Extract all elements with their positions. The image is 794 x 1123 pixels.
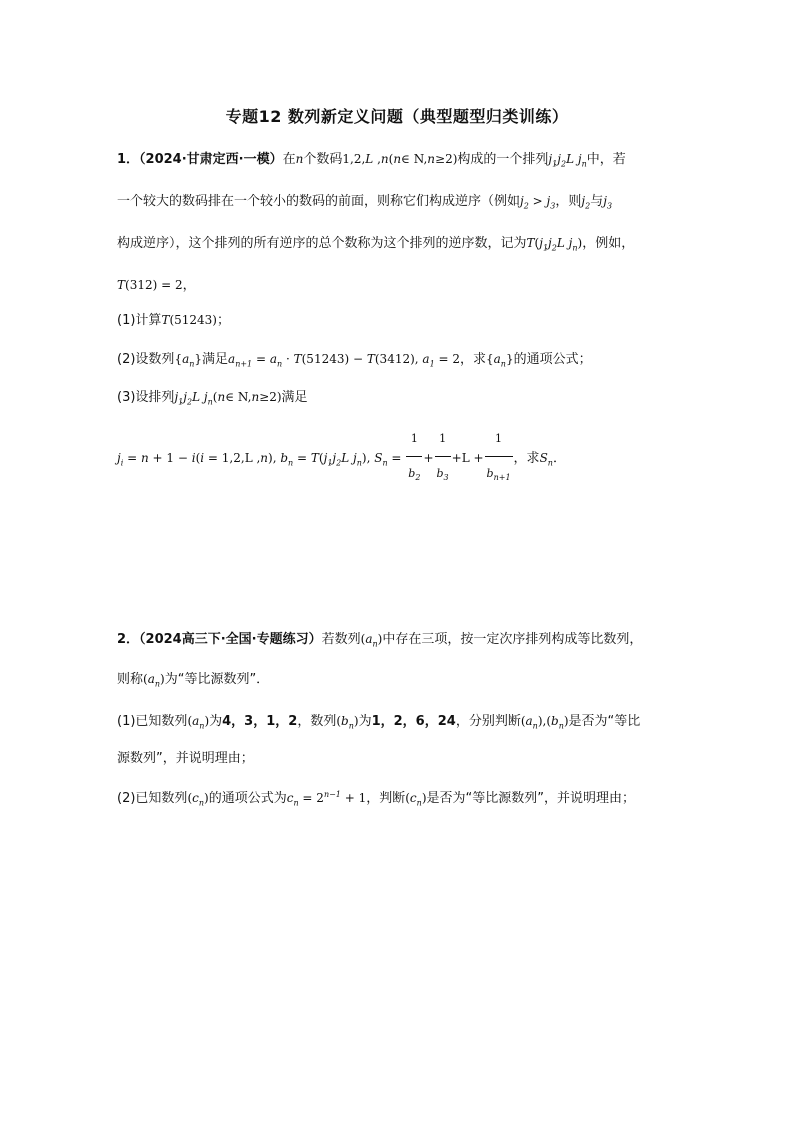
q1-text: 中，若 bbox=[586, 152, 626, 167]
q1-part-3 bbox=[117, 387, 308, 412]
math-frac-b3: $\frac{1}{b_3}$ bbox=[435, 422, 451, 495]
math-n: n bbox=[295, 152, 304, 166]
q1-text: ，求 bbox=[513, 451, 540, 467]
q1-line-3 bbox=[117, 233, 634, 258]
q1-text: 设数列 bbox=[135, 352, 175, 367]
math-cn: $(c_n)$ bbox=[405, 791, 427, 808]
math-plus: + bbox=[423, 451, 434, 466]
q1-part-2 bbox=[117, 349, 592, 374]
q2-text: 是否为“等比 bbox=[568, 714, 641, 729]
q2-text: ，分别判断 bbox=[455, 714, 521, 729]
q1-source: （2024·甘肃定西·一模） bbox=[139, 152, 283, 167]
math-an-bn: $(a_n),(b_n)$ bbox=[520, 714, 569, 731]
page-title: 专题12 数列新定义问题（典型题型归类训练） bbox=[225, 107, 569, 126]
math-seq-an: $\{a_n\}$ bbox=[486, 352, 514, 369]
q1-text: ． bbox=[552, 451, 566, 467]
part-label: (2) bbox=[117, 791, 136, 806]
math-Sn: $S_n$ bbox=[539, 451, 553, 468]
q2-text: 若数列 bbox=[321, 632, 361, 647]
math-frac-bn1: $\frac{1}{b_{n+1}}$ bbox=[485, 422, 513, 495]
q2-line-2 bbox=[117, 669, 269, 694]
q2-part-1-cont bbox=[117, 749, 254, 769]
math-perm: $j_1j_2L$ $j_n$ bbox=[548, 152, 587, 169]
math-plus: +L + bbox=[451, 451, 484, 466]
q1-text: ，例如， bbox=[582, 236, 635, 251]
q1-text: ， bbox=[182, 278, 196, 293]
math-bn: $(b_n)$ bbox=[336, 714, 359, 731]
part-label: (2) bbox=[117, 352, 136, 367]
math-perm-cond: $j_1j_2L$ $j_n(n\in$ N,n≥2) bbox=[174, 390, 282, 407]
q1-text: 一个较大的数码排在一个较小的数码的前面，则称它们构成逆序（例如 bbox=[117, 194, 521, 209]
q2-text: 为 bbox=[209, 714, 223, 729]
part-label: (1) bbox=[117, 313, 136, 328]
q1-text: 在 bbox=[282, 152, 296, 167]
q1-text: 与 bbox=[590, 194, 604, 209]
math-frac-b2: $\frac{1}{b_2}$ bbox=[406, 422, 422, 495]
q2-text: 源数列”，并说明理由； bbox=[117, 751, 254, 766]
q1-text: 设排列 bbox=[135, 390, 175, 405]
math-ji-def: $j_i = n + 1 - i(i = 1,2,L$ ,n), $b_n = T(j_1j_2L$ $j_n$), $S_n$ = bbox=[117, 451, 406, 468]
q2-text: 则称 bbox=[117, 672, 144, 687]
q1-line-2 bbox=[117, 191, 612, 216]
seq-b-values: 1，2，6，24 bbox=[371, 714, 456, 729]
math-T51243: T(51243) bbox=[161, 313, 217, 327]
q1-part-3-formula bbox=[117, 422, 566, 495]
math-cn: $(c_n)$ bbox=[187, 791, 209, 808]
q2-text: 是否为“等比源数列”，并说明理由； bbox=[426, 791, 635, 806]
part-label: (3) bbox=[117, 390, 136, 405]
q1-text: ，则 bbox=[555, 194, 582, 209]
q2-text: 中存在三项，按一定次序排列构成等比数列， bbox=[382, 632, 643, 647]
q1-text: 的通项公式； bbox=[513, 352, 592, 367]
q2-part-1 bbox=[117, 711, 640, 736]
q2-text: 为 bbox=[358, 714, 372, 729]
seq-a-values: 4，3，1，2 bbox=[222, 714, 298, 729]
q2-text: ，数列 bbox=[297, 714, 337, 729]
math-an: $(a_n)$ bbox=[360, 632, 383, 649]
q2-text: 已知数列 bbox=[135, 791, 188, 806]
part-label: (1) bbox=[117, 714, 136, 729]
math-an: $(a_n)$ bbox=[187, 714, 210, 731]
q1-line-4 bbox=[117, 275, 196, 296]
math-an: $(a_n)$ bbox=[143, 672, 165, 689]
math-j3: $j_3$ bbox=[603, 194, 613, 211]
q2-text: 已知数列 bbox=[135, 714, 188, 729]
q1-part-1 bbox=[117, 310, 230, 331]
q1-text: 满足 bbox=[281, 390, 308, 405]
q1-text: 满足 bbox=[202, 352, 229, 367]
q1-text: ； bbox=[217, 313, 231, 328]
q2-number: 2． bbox=[117, 632, 140, 647]
q2-text: 为“等比源数列”． bbox=[164, 672, 270, 687]
math-j2: $j_2$ bbox=[581, 194, 591, 211]
q2-part-2 bbox=[117, 785, 635, 813]
q1-text: 构成的一个排列 bbox=[457, 152, 549, 167]
q2-text: 的通项公式为 bbox=[208, 791, 287, 806]
q1-text: ，求 bbox=[459, 352, 486, 367]
q1-text: 构成逆序），这个排列的所有逆序的总个数称为这个排列的逆序数，记为 bbox=[117, 236, 527, 251]
math-recurrence: $a_{n+1} = a_n \cdot T(51243) - T(3412)$, $a_1 = 2$ bbox=[228, 352, 460, 369]
q1-line-1 bbox=[117, 149, 626, 174]
math-T312: T(312) = 2 bbox=[117, 278, 183, 292]
math-digits: 1,2,L ,n(n∈ N,n≥2) bbox=[342, 152, 458, 166]
math-cn-formula: $c_n = 2^{n-1} + 1$ bbox=[286, 790, 367, 808]
math-seq-an: $\{a_n\}$ bbox=[174, 352, 203, 369]
q1-text: 个数码 bbox=[303, 152, 343, 167]
q2-line-1 bbox=[117, 629, 642, 654]
q1-text: 计算 bbox=[135, 313, 162, 328]
q2-text: ，判断 bbox=[366, 791, 406, 806]
math-T-perm: $T(j_1j_2L$ $j_n$) bbox=[526, 236, 583, 253]
q2-source: （2024高三下·全国·专题练习） bbox=[139, 632, 322, 647]
q1-number: 1． bbox=[117, 152, 140, 167]
math-j2-gt-j3: $j_2 > j_3$ bbox=[520, 194, 556, 211]
